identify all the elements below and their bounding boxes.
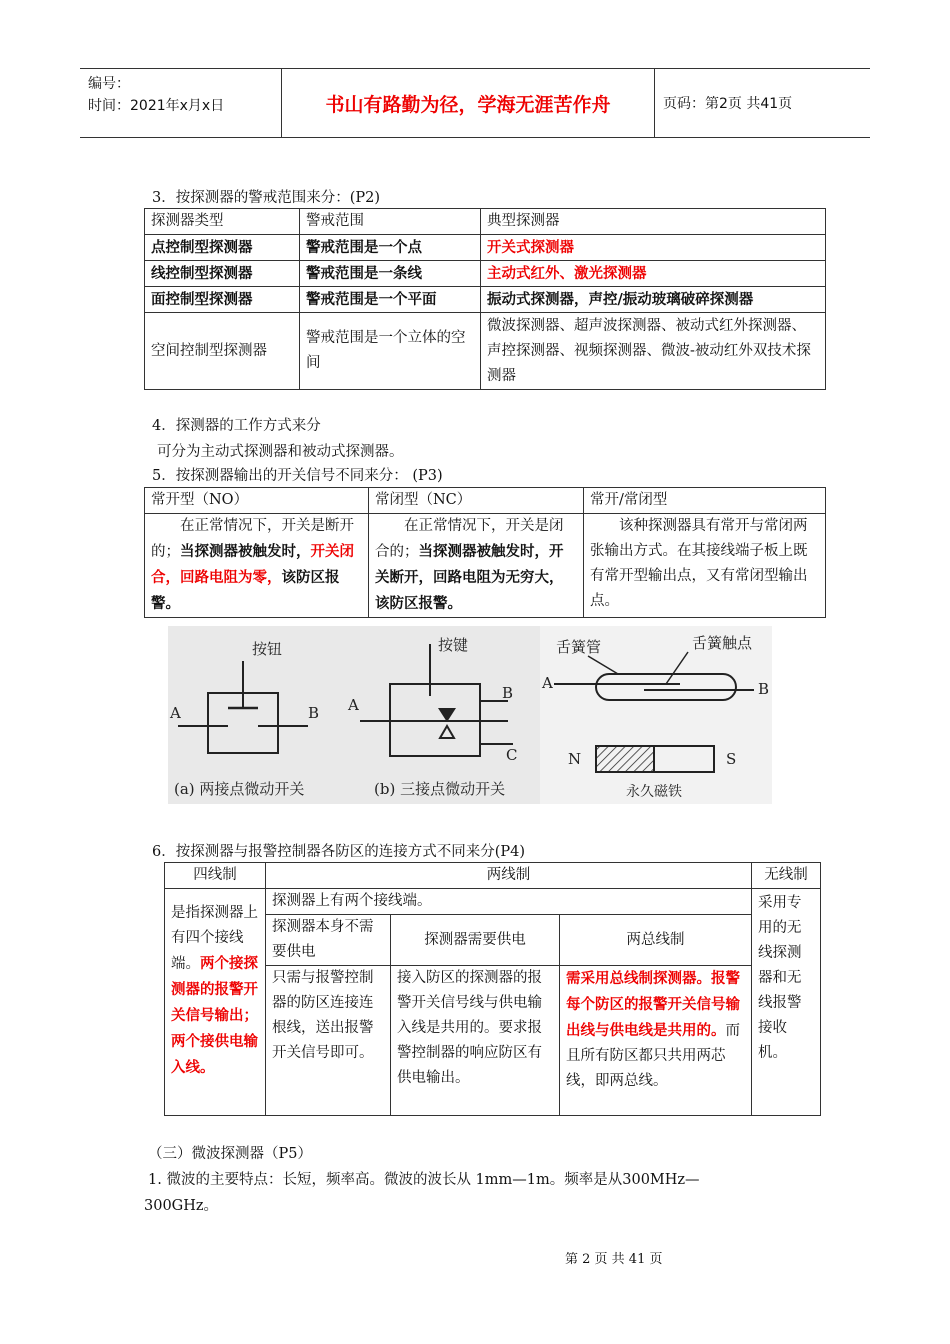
fig-a-caption: (a) 两接点微动开关 [174, 780, 305, 798]
example-cell: 振动式探测器，声控/振动玻璃破碎探测器 [481, 287, 826, 313]
range-cell: 警戒范围是一个平面 [300, 287, 481, 313]
svg-text:B: B [502, 684, 514, 702]
wireless-description: 采用专用的无线探测器和无线报警接收机。 [752, 889, 821, 1116]
header-cell: 探测器类型 [145, 209, 300, 235]
type-cell: 面控制型探测器 [145, 287, 300, 313]
no-power-description: 只需与报警控制器的防区连接连根线，送出报警开关信号即可。 [266, 966, 391, 1116]
header-cell: 常开型（NO） [145, 488, 369, 514]
type-cell: 线控制型探测器 [145, 261, 300, 287]
nc-description: 在正常情况下，开关是闭合的；当探测器被触发时，开关断开，回路电阻为无穷大，该防区报警。 [369, 514, 584, 618]
range-cell: 警戒范围是一条线 [300, 261, 481, 287]
header-cell: 常闭型（NC） [369, 488, 584, 514]
sec4-title: 4．探测器的工作方式来分 [152, 418, 321, 434]
range-cell: 警戒范围是一个点 [300, 235, 481, 261]
example-cell: 主动式红外、激光探测器 [481, 261, 826, 287]
sec4-text: 可分为主动式探测器和被动式探测器。 [157, 444, 404, 460]
example-cell: 开关式探测器 [481, 235, 826, 261]
svg-text:B: B [308, 704, 320, 722]
reed-contact-label: 舌簧触点 [692, 634, 753, 652]
subheader-cell: 探测器需要供电 [391, 915, 560, 966]
table-row [145, 514, 826, 618]
svg-text:A: A [542, 674, 553, 692]
header-cell: 常开/常闭型 [584, 488, 826, 514]
range-cell: 警戒范围是一个立体的空间 [300, 313, 481, 390]
number-label: 编号： [88, 76, 130, 92]
table-header-row [145, 488, 826, 514]
sec5-title: 5．按探测器输出的开关信号不同来分： (P3) [152, 468, 443, 484]
example-cell: 微波探测器、超声波探测器、被动式红外探测器、声控探测器、视频探测器、微波-被动红外双技术探测器 [481, 313, 826, 390]
table-row [145, 313, 826, 390]
power-description: 接入防区的探测器的报警开关信号线与供电输入线是共用的。要求报警控制器的响应防区有供电输出。 [391, 966, 560, 1116]
connection-method-table [164, 862, 821, 1116]
header-cell: 典型探测器 [481, 209, 826, 235]
switch-diagram-figure [168, 626, 772, 804]
switch-signal-table [144, 487, 826, 618]
button-label: 按钮 [252, 640, 283, 658]
header-cell: 警戒范围 [300, 209, 481, 235]
microwave-title: （三）微波探测器（P5） [148, 1146, 312, 1162]
microwave-line1: 1. 微波的主要特点：长短，频率高。微波的波长从 1mm—1m。频率是从300MHz— [148, 1172, 700, 1188]
reed-tube-label: 舌簧管 [556, 638, 602, 656]
detector-range-table [144, 208, 826, 390]
microwave-line2: 300GHz。 [144, 1198, 219, 1214]
svg-text:A: A [170, 704, 181, 722]
type-cell: 点控制型探测器 [145, 235, 300, 261]
svg-text:C: C [506, 746, 518, 764]
svg-text:S: S [726, 750, 737, 768]
table-row [165, 889, 821, 915]
header-cell: 无线制 [752, 863, 821, 889]
header-meta [80, 69, 281, 137]
four-wire-description: 是指探测器上有四个接线端。两个接探测器的报警开关信号输出；两个接供电输入线。 [165, 889, 266, 1116]
svg-text:A: A [348, 696, 359, 714]
sec3-title: 3．按探测器的警戒范围来分：(P2) [152, 190, 381, 206]
subheader-cell: 两总线制 [560, 915, 752, 966]
two-wire-description: 探测器上有两个接线端。 [266, 889, 752, 915]
page-footer: 第 2 页 共 41 页 [565, 1252, 663, 1267]
svg-text:N: N [568, 750, 582, 768]
header-cell: 两线制 [266, 863, 752, 889]
table-header-row [165, 863, 821, 889]
fig-b-caption: (b) 三接点微动开关 [374, 780, 506, 798]
no-description: 在正常情况下，开关是断开的；当探测器被触发时，开关闭合，回路电阻为零，该防区报警。 [145, 514, 369, 618]
both-description: 该种探测器具有常开与常闭两张输出方式。在其接线端子板上既有常开型输出点，又有常闭型输出点。 [584, 514, 826, 618]
header-cell: 四线制 [165, 863, 266, 889]
bus-description: 需采用总线制探测器。报警每个防区的报警开关信号输出线与供电线是共用的。而且所有防区都只共用两芯线，即两总线。 [560, 966, 752, 1116]
sec6-title: 6．按探测器与报警控制器各防区的连接方式不同来分(P4) [152, 844, 526, 860]
type-cell: 空间控制型探测器 [145, 313, 300, 390]
date-label: 时间：2021年x月x日 [88, 98, 225, 114]
motto: 书山有路勤为径，学海无涯苦作舟 [325, 93, 611, 116]
magnet-label: 永久磁铁 [626, 784, 682, 800]
page-info: 页码：第2页 共41页 [663, 96, 793, 112]
table-row [145, 287, 826, 313]
subheader-cell: 探测器本身不需要供电 [266, 915, 391, 966]
table-row [145, 235, 826, 261]
table-row [145, 261, 826, 287]
page-header [80, 68, 870, 138]
table-header-row [145, 209, 826, 235]
svg-text:B: B [758, 680, 770, 698]
key-label: 按键 [438, 636, 469, 654]
